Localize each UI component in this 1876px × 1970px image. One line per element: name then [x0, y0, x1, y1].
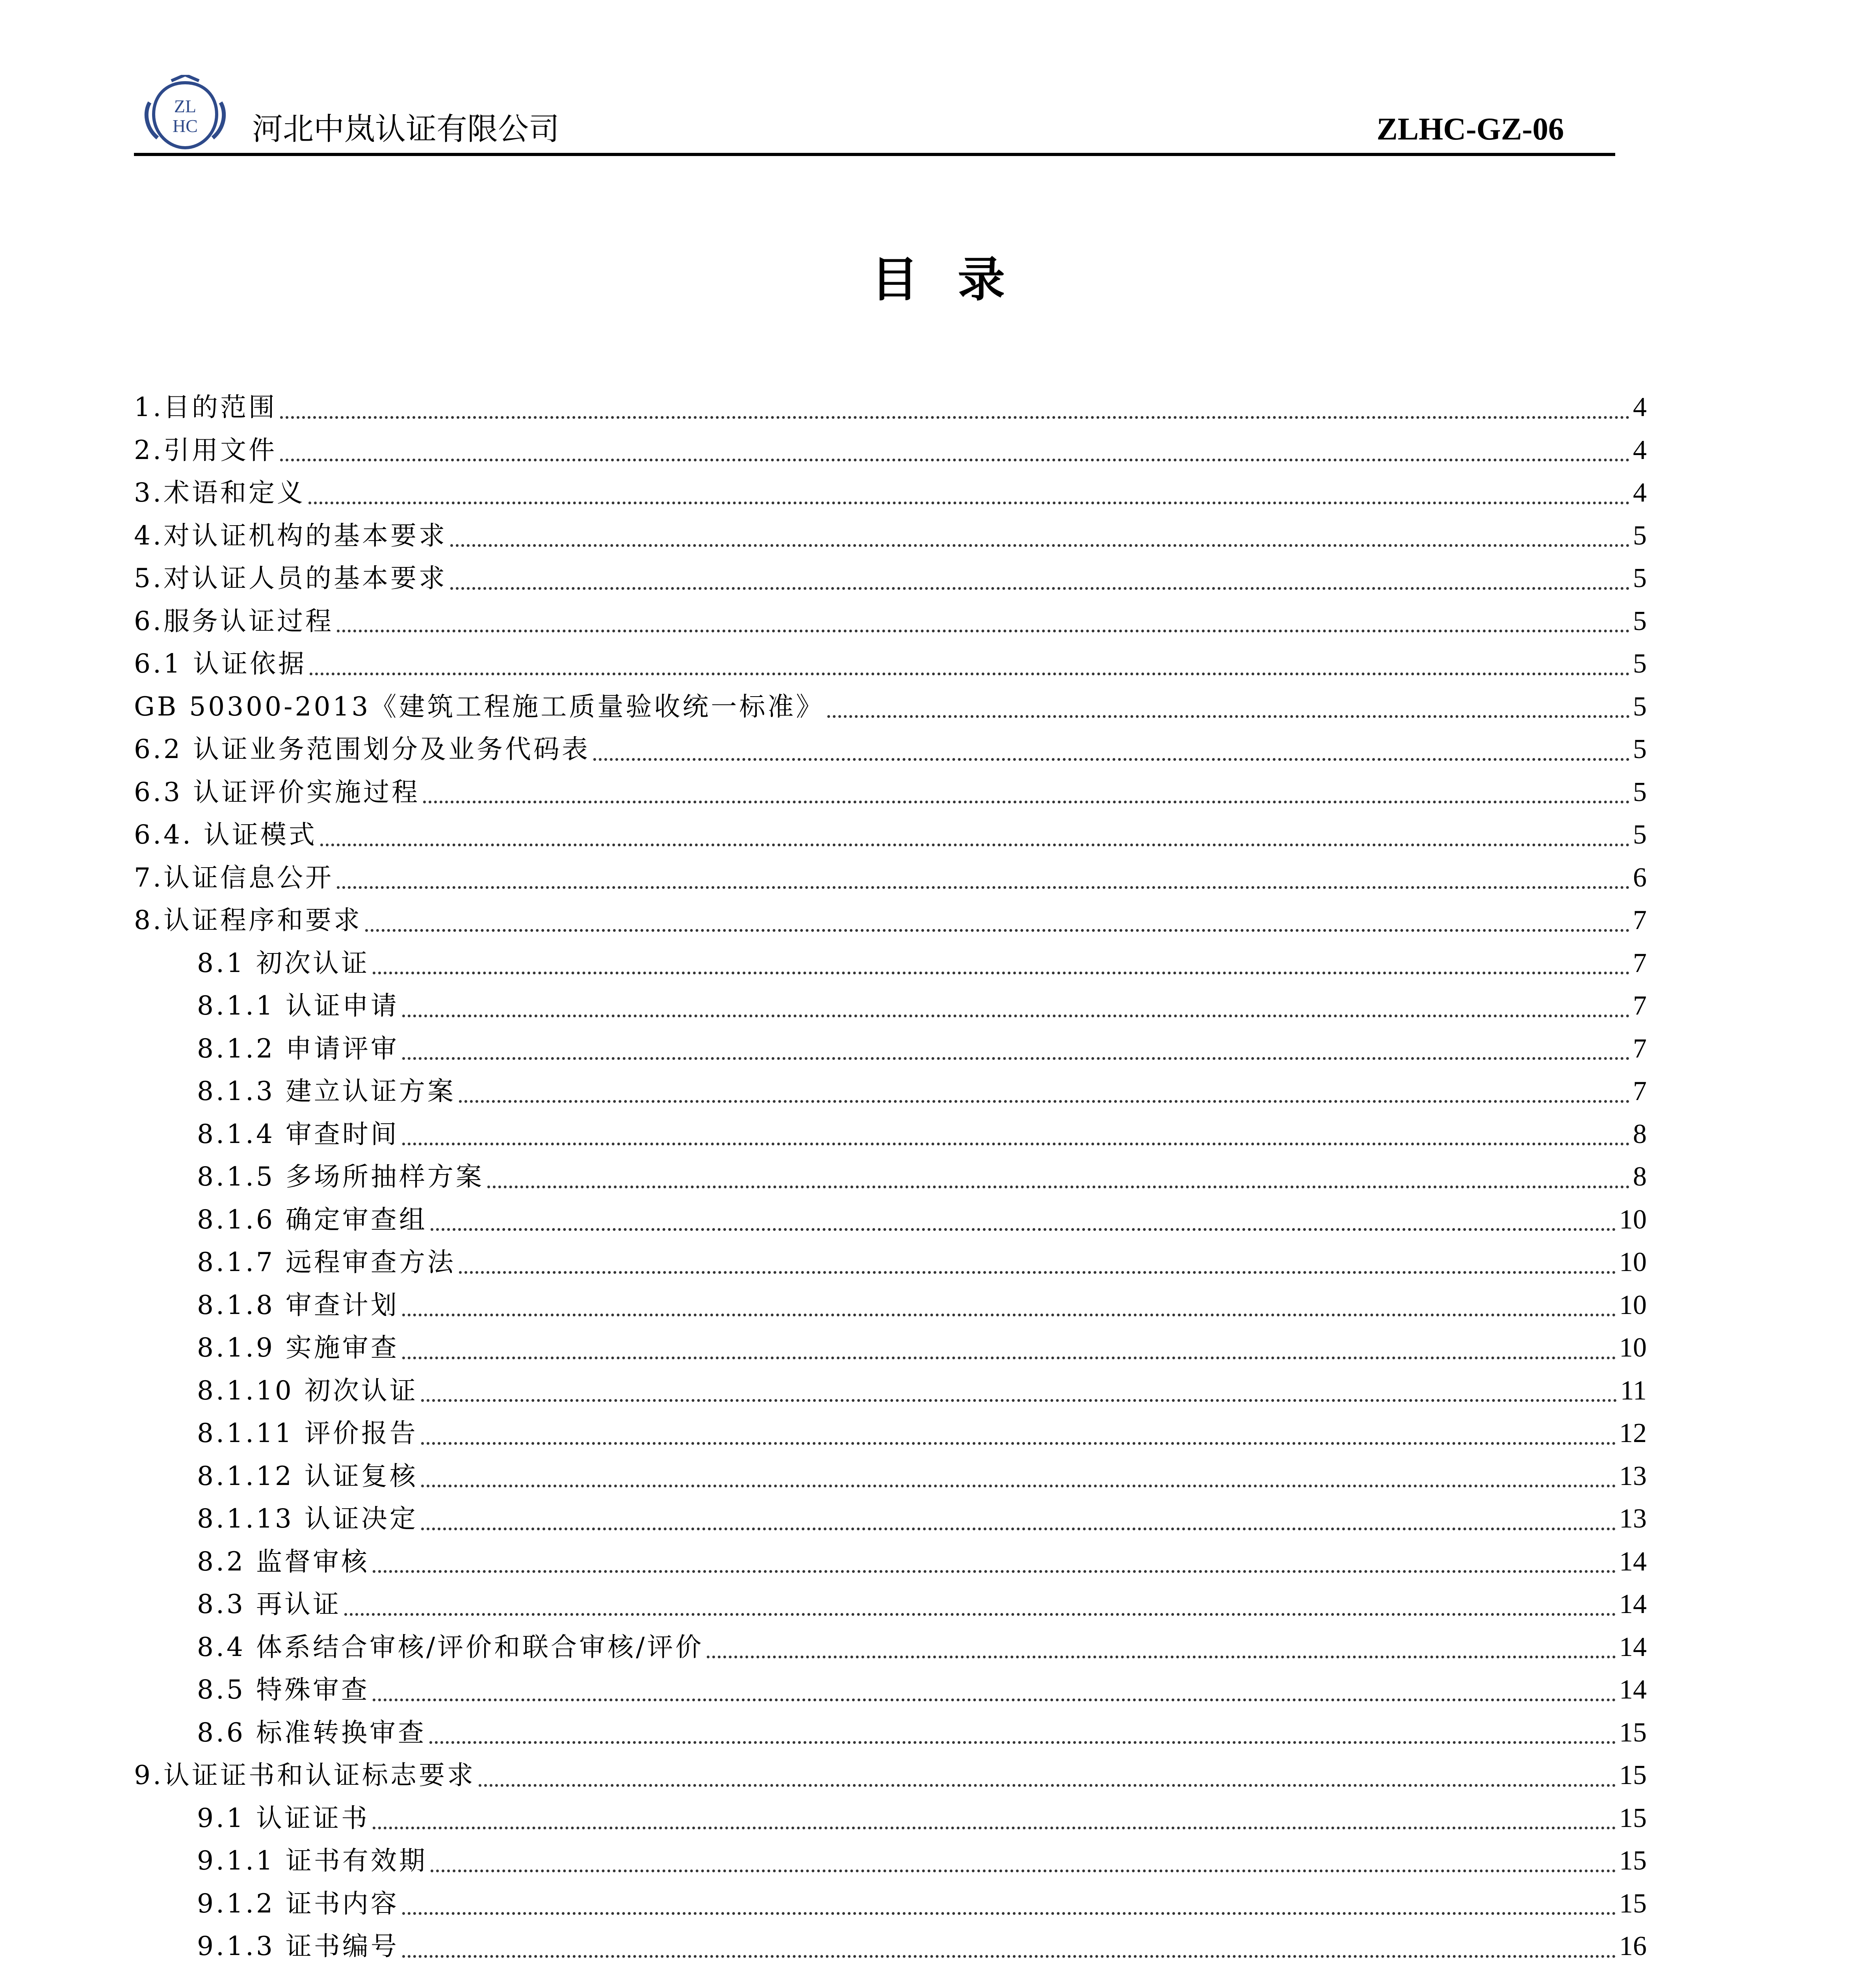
- toc-entry-page: 5: [1633, 820, 1647, 850]
- toc-leader-dots: [280, 459, 1630, 461]
- toc-entry-label: 8.1.13 认证决定: [197, 1504, 418, 1534]
- toc-leader-dots: [459, 1271, 1616, 1274]
- toc-entry-label: [197, 1968, 739, 1970]
- toc-entry-page: 14: [1619, 1632, 1647, 1662]
- toc-leader-dots: [373, 1827, 1616, 1829]
- toc-leader-dots: [707, 1656, 1616, 1658]
- toc-entry-page: 7: [1633, 1033, 1647, 1064]
- toc-entry[interactable]: [134, 1883, 1647, 1925]
- toc-entry-label: 4.对认证机构的基本要求: [134, 520, 447, 551]
- toc-entry-page: 7: [1633, 905, 1647, 935]
- toc-leader-dots: [337, 886, 1630, 889]
- toc-leader-dots: [479, 1784, 1616, 1787]
- toc-entry-page: 6: [1633, 862, 1647, 893]
- toc-entry-page: 4: [1633, 435, 1647, 465]
- toc-entry-page: 15: [1619, 1760, 1647, 1790]
- toc-leader-dots: [373, 1570, 1616, 1573]
- toc-entry[interactable]: [134, 771, 1647, 814]
- toc-entry[interactable]: [134, 1583, 1647, 1626]
- toc-entry-label: 8.1 初次认证: [197, 948, 370, 978]
- toc-leader-dots: [402, 1015, 1630, 1017]
- toc-entry[interactable]: [134, 1028, 1647, 1070]
- toc-leader-dots: [402, 1912, 1616, 1915]
- toc-leader-dots: [280, 416, 1630, 419]
- toc-entry-page: 4: [1633, 478, 1647, 508]
- toc-entry-page: 7: [1633, 991, 1647, 1021]
- toc-leader-dots: [431, 1228, 1616, 1231]
- toc-entry-label: 8.1.7 远程审查方法: [197, 1247, 456, 1277]
- toc-leader-dots: [344, 1613, 1616, 1616]
- document-code: ZLHC-GZ-06: [1376, 112, 1564, 147]
- toc-entry-label: 9.1.3 证书编号: [197, 1931, 399, 1961]
- toc-entry-page: 7: [1633, 948, 1647, 978]
- toc-entry-page: 16: [1619, 1931, 1647, 1961]
- page-header: [134, 63, 1615, 158]
- toc-entry-page: 5: [1633, 777, 1647, 807]
- toc-entry-label: 8.1.11 评价报告: [197, 1418, 418, 1448]
- toc-entry[interactable]: [134, 1840, 1647, 1883]
- toc-entry[interactable]: [134, 1626, 1647, 1669]
- toc-entry-page: 8: [1633, 1162, 1647, 1192]
- toc-entry-label: 8.1.3 建立认证方案: [197, 1076, 456, 1106]
- toc-entry[interactable]: [134, 557, 1647, 600]
- toc-entry-page: 5: [1633, 649, 1647, 679]
- toc-entry[interactable]: [134, 1455, 1647, 1498]
- toc-leader-dots: [450, 587, 1630, 590]
- toc-entry-label: 8.1.8 审查计划: [197, 1290, 399, 1320]
- toc-entry-page: [1619, 1968, 1647, 1970]
- toc-entry[interactable]: [134, 1498, 1647, 1541]
- toc-entry-page: 15: [1619, 1717, 1647, 1748]
- toc-entry-page: 14: [1619, 1546, 1647, 1577]
- header-divider: [134, 153, 1615, 156]
- toc-leader-dots: [429, 1741, 1616, 1744]
- toc-entry-page: 15: [1619, 1845, 1647, 1876]
- toc-leader-dots: [310, 673, 1630, 675]
- toc-leader-dots: [402, 1314, 1616, 1316]
- toc-leader-dots: [402, 1057, 1630, 1060]
- toc-entry[interactable]: [134, 1669, 1647, 1712]
- toc-entry[interactable]: [134, 1968, 1647, 1970]
- toc-leader-dots: [827, 715, 1630, 718]
- toc-leader-dots: [402, 1143, 1630, 1145]
- toc-entry-page: 15: [1619, 1803, 1647, 1833]
- toc-entry-page: 5: [1633, 520, 1647, 551]
- toc-entry-label: 8.1.1 认证申请: [197, 991, 399, 1021]
- toc-entry-label: 8.5 特殊审查: [197, 1674, 370, 1705]
- toc-leader-dots: [373, 972, 1630, 974]
- toc-entry[interactable]: [134, 942, 1647, 985]
- toc-entry[interactable]: [134, 643, 1647, 686]
- toc-entry[interactable]: [134, 386, 1647, 429]
- toc-leader-dots: [421, 1485, 1616, 1487]
- toc-entry-label: 8.1.5 多场所抽样方案: [197, 1162, 484, 1192]
- toc-entry-label: 9.1 认证证书: [197, 1803, 370, 1833]
- toc-entry-label: 8.认证程序和要求: [134, 905, 362, 935]
- toc-entry[interactable]: [134, 899, 1647, 942]
- toc-entry[interactable]: [134, 985, 1647, 1028]
- toc-entry[interactable]: [134, 1284, 1647, 1327]
- toc-entry-label: 5.对认证人员的基本要求: [134, 563, 447, 593]
- toc-entry-label: 9.1.2 证书内容: [197, 1888, 399, 1919]
- toc-entry-label: 6.1 认证依据: [134, 649, 306, 679]
- toc-entry-page: 12: [1619, 1418, 1647, 1448]
- company-name: 河北中岚认证有限公司: [252, 112, 560, 147]
- toc-entry-label: 8.1.9 实施审查: [197, 1333, 399, 1363]
- toc-leader-dots: [450, 544, 1630, 547]
- toc-entry-page: 4: [1633, 392, 1647, 422]
- toc-entry[interactable]: [134, 472, 1647, 515]
- toc-leader-dots: [337, 630, 1630, 632]
- toc-entry[interactable]: [134, 1199, 1647, 1241]
- toc-entry-page: 10: [1619, 1290, 1647, 1320]
- toc-entry-page: 10: [1619, 1333, 1647, 1363]
- toc-entry-label: 6.2 认证业务范围划分及业务代码表: [134, 734, 590, 764]
- toc-leader-dots: [308, 502, 1630, 504]
- toc-entry[interactable]: [134, 1113, 1647, 1156]
- toc-leader-dots: [421, 1528, 1616, 1530]
- toc-leader-dots: [431, 1870, 1616, 1872]
- toc-leader-dots: [373, 1699, 1616, 1701]
- toc-entry-label: 6.4. 认证模式: [134, 820, 317, 850]
- toc-entry-label: 8.6 标准转换审查: [197, 1717, 426, 1748]
- toc-leader-dots: [421, 1399, 1617, 1402]
- toc-entry-page: 5: [1633, 691, 1647, 722]
- toc-leader-dots: [423, 801, 1630, 803]
- toc-entry-label: 8.1.12 认证复核: [197, 1461, 418, 1491]
- toc-entry[interactable]: [134, 1712, 1647, 1754]
- toc-entry[interactable]: [134, 1412, 1647, 1455]
- toc-leader-dots: [421, 1442, 1616, 1445]
- toc-entry[interactable]: [134, 515, 1647, 558]
- toc-entry[interactable]: [134, 1754, 1647, 1797]
- toc-entry-label: 1.目的范围: [134, 392, 277, 422]
- toc-entry-label: 8.2 监督审核: [197, 1546, 370, 1577]
- toc-entry-page: 5: [1633, 563, 1647, 593]
- toc-entry[interactable]: [134, 686, 1647, 729]
- toc-leader-dots: [459, 1100, 1630, 1103]
- toc-entry-page: 13: [1619, 1504, 1647, 1534]
- toc-entry-page: 14: [1619, 1589, 1647, 1619]
- toc-entry[interactable]: [134, 600, 1647, 643]
- toc-entry-page: 5: [1633, 734, 1647, 764]
- toc-entry-label: 8.1.6 确定审查组: [197, 1204, 427, 1235]
- toc-entry[interactable]: [134, 1070, 1647, 1113]
- toc-entry-label: 8.3 再认证: [197, 1589, 341, 1619]
- toc-entry[interactable]: [134, 1541, 1647, 1583]
- toc-entry[interactable]: [134, 1370, 1647, 1412]
- page-title: 目录: [871, 252, 1044, 307]
- toc-entry[interactable]: [134, 429, 1647, 472]
- svg-text:HC: HC: [173, 116, 198, 136]
- toc-entry[interactable]: [134, 814, 1647, 857]
- toc-leader-dots: [320, 844, 1630, 846]
- toc-entry[interactable]: [134, 1327, 1647, 1370]
- toc-entry-page: 15: [1619, 1888, 1647, 1919]
- toc-entry-page: 14: [1619, 1674, 1647, 1705]
- toc-entry[interactable]: [134, 1925, 1647, 1968]
- toc-entry[interactable]: [134, 1156, 1647, 1199]
- toc-leader-dots: [365, 929, 1630, 932]
- toc-entry-page: 10: [1619, 1247, 1647, 1277]
- toc-entry-label: 6.3 认证评价实施过程: [134, 777, 420, 807]
- toc-entry-label: GB 50300-2013《建筑工程施工质量验收统一标准》: [134, 691, 825, 722]
- toc-entry[interactable]: [134, 728, 1647, 771]
- toc-entry-label: 6.服务认证过程: [134, 606, 334, 636]
- toc-entry-page: 13: [1619, 1461, 1647, 1491]
- toc-leader-dots: [402, 1955, 1616, 1958]
- toc-entry-page: 5: [1633, 606, 1647, 636]
- toc-entry-page: 10: [1619, 1204, 1647, 1235]
- company-logo-icon: [142, 75, 228, 154]
- toc-entry-label: 9.1.1 证书有效期: [197, 1845, 427, 1876]
- toc-entry-label: 8.1.4 审查时间: [197, 1119, 399, 1149]
- toc-entry-label: 2.引用文件: [134, 435, 277, 465]
- toc-entry-page: 8: [1633, 1119, 1647, 1149]
- toc-leader-dots: [402, 1357, 1616, 1359]
- toc-entry[interactable]: [134, 1797, 1647, 1840]
- svg-text:ZL: ZL: [174, 96, 197, 116]
- toc-entry-label: 8.1.10 初次认证: [197, 1375, 418, 1406]
- toc-entry-label: 8.1.2 申请评审: [197, 1033, 399, 1064]
- table-of-contents: [134, 386, 1647, 1970]
- toc-entry[interactable]: [134, 1241, 1647, 1284]
- toc-entry-label: 7.认证信息公开: [134, 862, 334, 893]
- toc-entry-page: 7: [1633, 1076, 1647, 1106]
- toc-leader-dots: [593, 758, 1630, 761]
- toc-entry-label: 3.术语和定义: [134, 478, 305, 508]
- toc-entry-page: 11: [1620, 1375, 1647, 1406]
- toc-entry-label: 8.4 体系结合审核/评价和联合审核/评价: [197, 1632, 704, 1662]
- toc-leader-dots: [487, 1186, 1630, 1188]
- toc-entry[interactable]: [134, 857, 1647, 900]
- toc-entry-label: 9.认证证书和认证标志要求: [134, 1760, 476, 1790]
